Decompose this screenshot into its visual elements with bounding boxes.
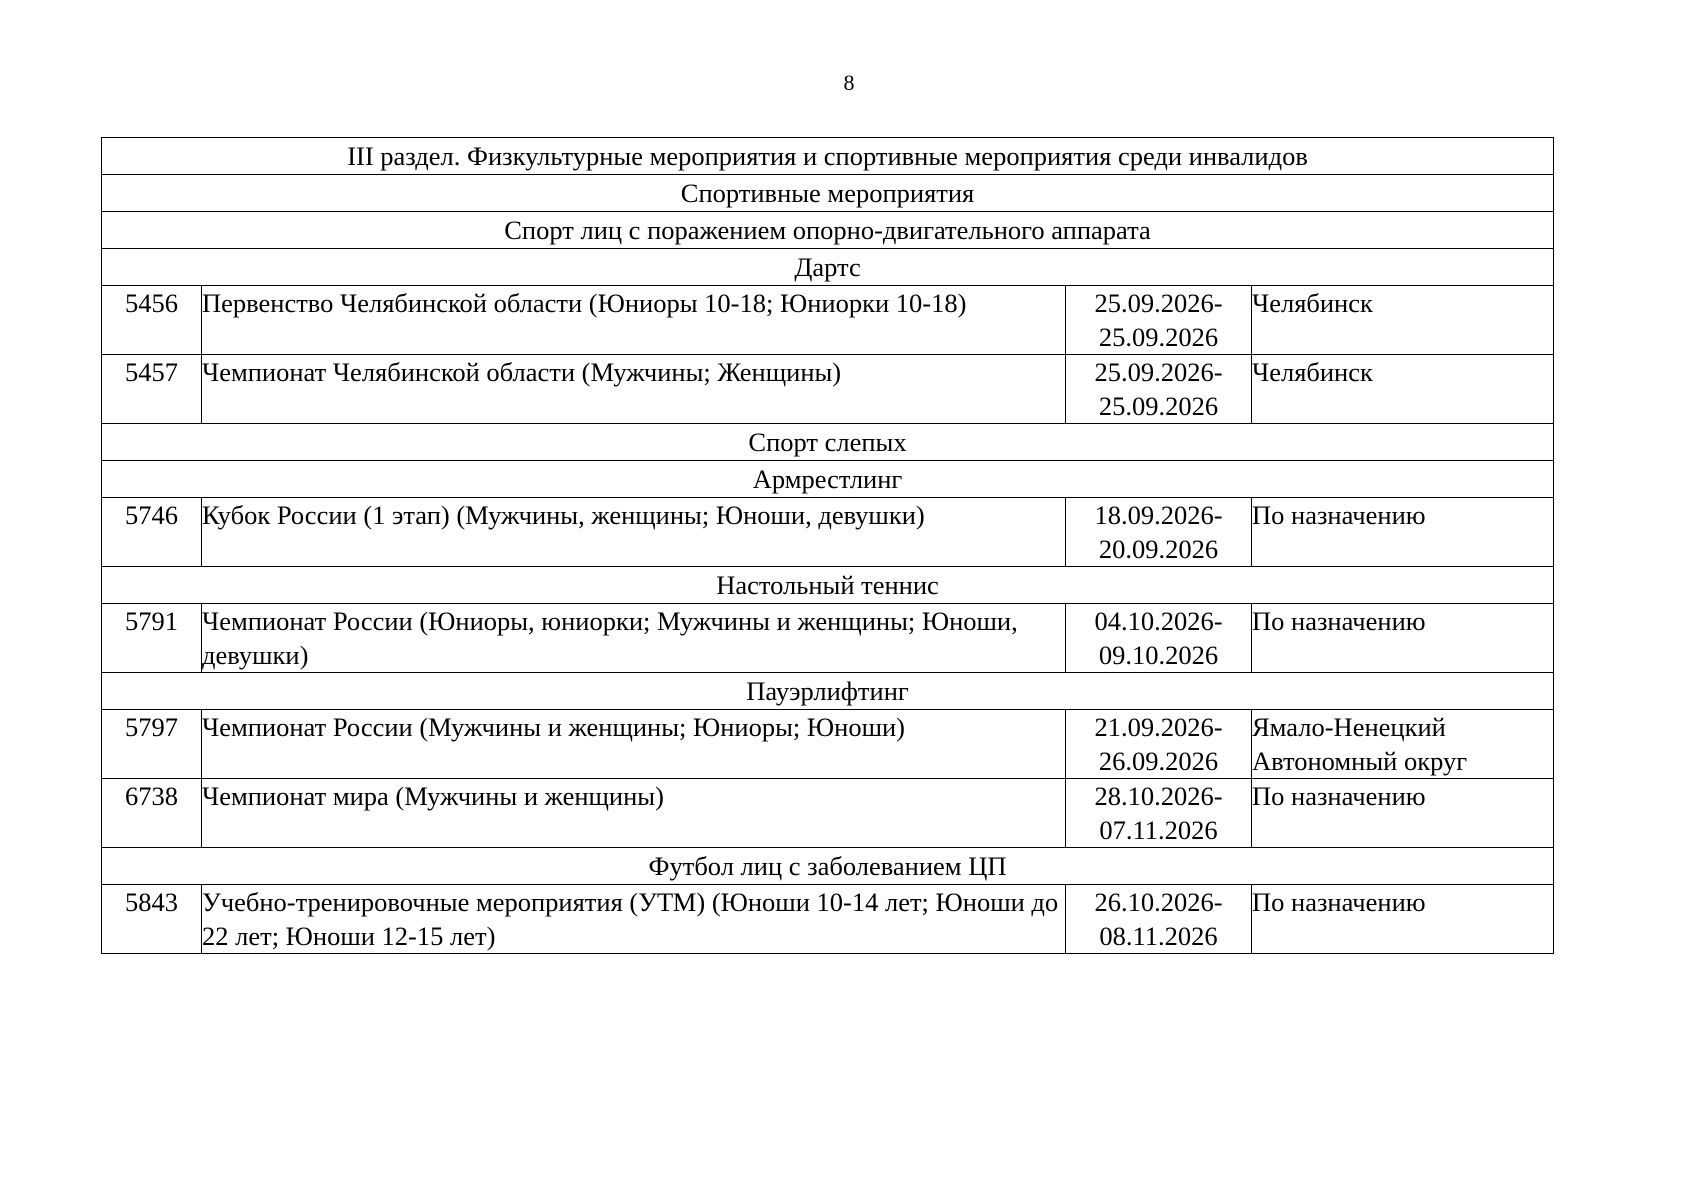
event-row [102,355,1554,424]
event-id: 5746 [102,498,202,567]
sport-heading-row [102,848,1554,885]
event-id: 6738 [102,779,202,848]
event-place: По назначению [1252,604,1554,673]
event-date-start: 25.09.2026- [1094,288,1223,318]
event-title: Чемпионат России (Юниоры, юниорки; Мужчины и женщины; Юноши, девушки) [202,604,1066,673]
event-dates [1066,355,1252,424]
event-row [102,286,1554,355]
event-dates [1066,885,1252,954]
event-row [102,779,1554,848]
event-date-end: 08.11.2026 [1099,921,1218,951]
event-dates [1066,779,1252,848]
event-date-end: 26.09.2026 [1098,746,1219,776]
events-table [101,137,1554,954]
event-title: Чемпионат мира (Мужчины и женщины) [202,779,1066,848]
event-date-end: 25.09.2026 [1098,391,1219,421]
event-dates [1066,286,1252,355]
event-row [102,710,1554,779]
sport-heading-row [102,249,1554,286]
sport-heading-row [102,673,1554,710]
category-title: Спортивные мероприятия [102,175,1554,212]
event-date-start: 26.10.2026- [1094,887,1223,917]
sport-heading: Пауэрлифтинг [102,673,1554,710]
event-id: 5797 [102,710,202,779]
event-date-start: 25.09.2026- [1094,357,1223,387]
event-title: Кубок России (1 этап) (Мужчины, женщины; Юноши, девушки) [202,498,1066,567]
event-place: По назначению [1252,779,1554,848]
event-id: 5843 [102,885,202,954]
event-id: 5456 [102,286,202,355]
event-row [102,604,1554,673]
sport-heading-row [102,567,1554,604]
event-place: Ямало-Ненецкий Автономный округ [1252,710,1554,779]
group-heading: Спорт лиц с поражением опорно-двигательного аппарата [102,212,1554,249]
event-place: Челябинск [1252,286,1554,355]
section-row [102,138,1554,175]
group-heading-row [102,212,1554,249]
event-date-end: 25.09.2026 [1098,322,1219,352]
sport-heading: Армрестлинг [102,461,1554,498]
sport-heading: Настольный теннис [102,567,1554,604]
sport-heading: Футбол лиц с заболеванием ЦП [102,848,1554,885]
event-title: Первенство Челябинской области (Юниоры 10-18; Юниорки 10-18) [202,286,1066,355]
event-title: Чемпионат Челябинской области (Мужчины; Женщины) [202,355,1066,424]
event-place: Челябинск [1252,355,1554,424]
event-dates [1066,604,1252,673]
event-date-start: 04.10.2026- [1094,606,1223,636]
event-dates [1066,498,1252,567]
event-id: 5457 [102,355,202,424]
event-place: По назначению [1252,498,1554,567]
group-heading: Спорт слепых [102,424,1554,461]
event-id: 5791 [102,604,202,673]
event-place: По назначению [1252,885,1554,954]
event-title: Чемпионат России (Мужчины и женщины; Юниоры; Юноши) [202,710,1066,779]
event-date-end: 07.11.2026 [1099,815,1218,845]
event-date-start: 18.09.2026- [1094,500,1223,530]
group-heading-row [102,424,1554,461]
event-row [102,498,1554,567]
sport-heading: Дартс [102,249,1554,286]
sport-heading-row [102,461,1554,498]
event-title: Учебно-тренировочные мероприятия (УТМ) (Юноши 10-14 лет; Юноши до 22 лет; Юноши 12-15 лет) [202,885,1066,954]
event-date-end: 09.10.2026 [1098,640,1219,670]
page-number: 8 [843,70,855,95]
event-dates [1066,710,1252,779]
event-row [102,885,1554,954]
event-date-start: 28.10.2026- [1094,781,1223,811]
section-title: III раздел. Физкультурные мероприятия и спортивные мероприятия среди инвалидов [102,138,1554,175]
event-date-end: 20.09.2026 [1098,534,1219,564]
category-row [102,175,1554,212]
event-date-start: 21.09.2026- [1094,712,1223,742]
